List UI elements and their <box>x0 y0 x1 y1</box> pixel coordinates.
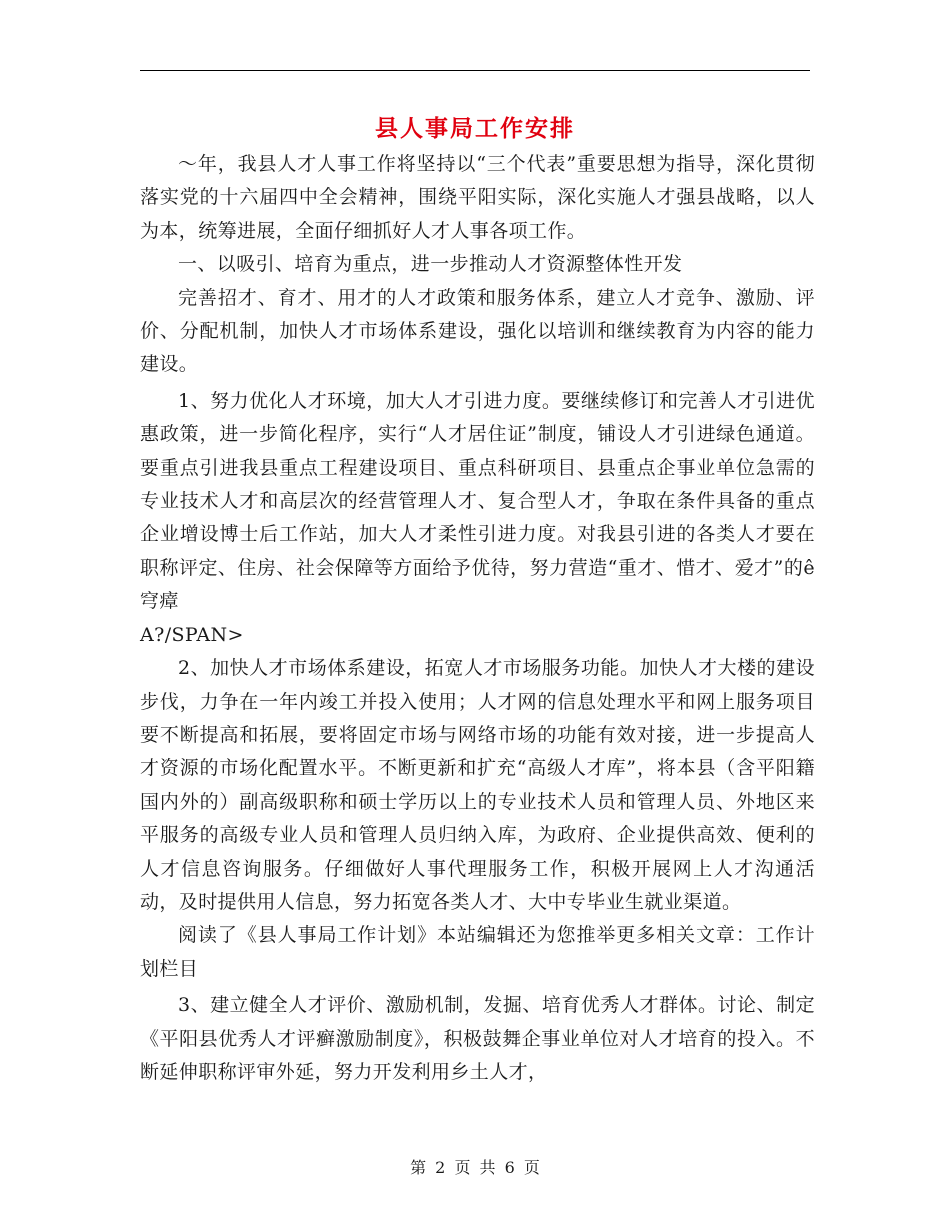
page-number: 第 2 页 共 6 页 <box>410 1158 540 1177</box>
garbled-fragment: A?/SPAN> <box>140 623 244 646</box>
header-rule <box>140 70 810 71</box>
paragraph-item-3: 3、建立健全人才评价、激励机制，发掘、培育优秀人才群体。讨论、制定《平阳县优秀人才评癣激励制度》，积极鼓舞企事业单位对人才培育的投入。不断延伸职称评审外延，努力开发利用乡土人才， <box>140 994 815 1083</box>
paragraph-policy: 完善招才、育才、用才的人才政策和服务体系，建立人才竞争、激励、评价、分配机制，加快人才市场体系建设，强化以培训和继续教育为内容的能力建设。 <box>140 286 815 376</box>
document-title: 县人事局工作安排 <box>375 115 575 142</box>
paragraph-item-2: 2、加快人才市场体系建设，拓宽人才市场服务功能。加快人才大楼的建设步伐，力争在一年内竣工并投入使用；人才网的信息处理水平和网上服务项目要不断提高和拓展，要将固定市场与网络市场的功能有效对接，进一步提高人才资源的市场化配置水平。不断更新和扩充“高级人才库”，将本县（含平阳籍国内外的）副高级职称和硕士学历以上的专业技术人员和管理人员、外地区来平服务的高级专业人员和管理人员归纳入库，为政府、企业提供高效、便利的人才信息咨询服务。仔细做好人事代理服务工作，积极开展网上人才沟通活动，及时提供用人信息，努力拓宽各类人才、大中专毕业生就业渠道。 <box>140 657 815 913</box>
document-body <box>140 148 815 1089</box>
section-heading-1: 一、以吸引、培育为重点，进一步推动人才资源整体性开发 <box>178 253 683 276</box>
related-articles-note: 阅读了《县人事局工作计划》本站编辑还为您推举更多相关文章：工作计划栏目 <box>140 924 815 980</box>
paragraph-intro: ～年，我县人才人事工作将坚持以“三个代表”重要思想为指导，深化贯彻落实党的十六届四中全会精神，围绕平阳实际，深化实施人才强县战略，以人为本，统筹进展，全面仔细抓好人才人事各项工作。 <box>140 153 815 242</box>
paragraph-item-1: 1、努力优化人才环境，加大人才引进力度。要继续修订和完善人才引进优惠政策，进一步简化程序，实行“人才居住证”制度，铺设人才引进绿色通道。要重点引进我县重点工程建设项目、重点科研项目、县重点企事业单位急需的专业技术人才和高层次的经营管理人才、复合型人才，争取在条件具备的重点企业增设博士后工作站，加大人才柔性引进力度。对我县引进的各类人才要在职称评定、住房、社会保障等方面给予优待，努力营造“重才、惜才、爱才”的ê穹瘴 <box>140 389 815 613</box>
